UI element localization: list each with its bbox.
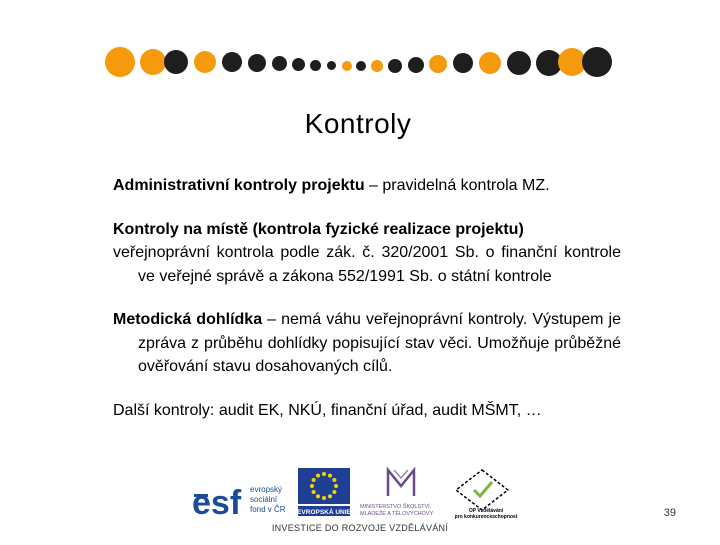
dot-9: [310, 60, 321, 71]
paragraph-admin-controls: [113, 174, 621, 198]
esf-logo: [192, 484, 286, 522]
dot-6: [248, 54, 266, 72]
paragraph-methodical-supervision: [113, 308, 621, 379]
dot-22: [582, 47, 612, 77]
dot-1: [105, 47, 135, 77]
methodical-supervision-text: – nemá váhu veřejnoprávní kontroly. Výstupem je zpráva z průběhu dohlídky popisující stav věci. Umožňuje průběžné ověřování stavu dosahovaných cílů.: [138, 311, 621, 375]
dot-14: [388, 59, 402, 73]
msmt-emblem-icon: [388, 470, 414, 496]
eu-label: EVROPSKÁ UNIE: [297, 509, 351, 516]
funding-logos-bar: [190, 464, 530, 540]
dot-13: [371, 60, 383, 72]
dot-5: [222, 52, 242, 72]
dot-19: [507, 51, 531, 75]
esf-text-2: sociální: [250, 495, 278, 504]
dot-18: [479, 52, 501, 74]
eu-flag-logo: [297, 468, 351, 516]
admin-controls-heading: Administrativní kontroly projektu: [113, 177, 365, 194]
slide-body: [113, 174, 621, 422]
slogan-text: INVESTICE DO ROZVOJE VZDĚLÁVÁNÍ: [271, 523, 449, 533]
dot-3: [164, 50, 188, 74]
dot-2: [140, 49, 166, 75]
paragraph-other-controls: Další kontroly: audit EK, NKÚ, finanční úřad, audit MŠMT, …: [113, 401, 542, 419]
op-line-2: pro konkurenceschopnost: [454, 514, 518, 520]
dot-12: [356, 61, 366, 71]
dot-4: [194, 51, 216, 73]
dot-10: [327, 61, 336, 70]
dot-8: [292, 58, 305, 71]
esf-text-1: evropský: [250, 485, 283, 494]
msmt-line-1: MINISTERSTVO ŠKOLSTVÍ,: [360, 504, 432, 510]
paragraph-onsite-text: veřejnoprávní kontrola podle zák. č. 320/2001 Sb. o finanční kontrole ve veřejné správě a zákona 552/1991 Sb. o státní kontrole: [113, 244, 621, 285]
msmt-logo: [360, 470, 434, 517]
dot-15: [408, 57, 424, 73]
paragraph-onsite-heading: [113, 218, 621, 242]
page-number: 39: [663, 507, 676, 519]
esf-mark: esf: [192, 484, 242, 522]
dot-7: [272, 56, 287, 71]
op-vzdelavani-logo: [455, 470, 518, 520]
methodical-supervision-heading: Metodická dohlídka: [113, 311, 263, 328]
funding-logos-svg: [190, 464, 530, 540]
dot-16: [429, 55, 447, 73]
dot-17: [453, 53, 473, 73]
op-diamond-icon: [456, 470, 508, 510]
slide-title: [0, 108, 720, 140]
op-line-1: OP Vzdělávání: [468, 508, 504, 514]
decorative-dots-row: [0, 0, 720, 110]
slide-title-text: Kontroly: [304, 108, 412, 139]
dot-11: [342, 61, 352, 71]
msmt-line-2: MLÁDEŽE A TĚLOVÝCHOVY: [360, 511, 434, 517]
esf-text-3: fond v ČR: [250, 505, 286, 514]
admin-controls-text: – pravidelná kontrola MZ.: [364, 177, 550, 194]
onsite-controls-heading: Kontroly na místě (kontrola fyzické realizace projektu): [113, 220, 524, 238]
